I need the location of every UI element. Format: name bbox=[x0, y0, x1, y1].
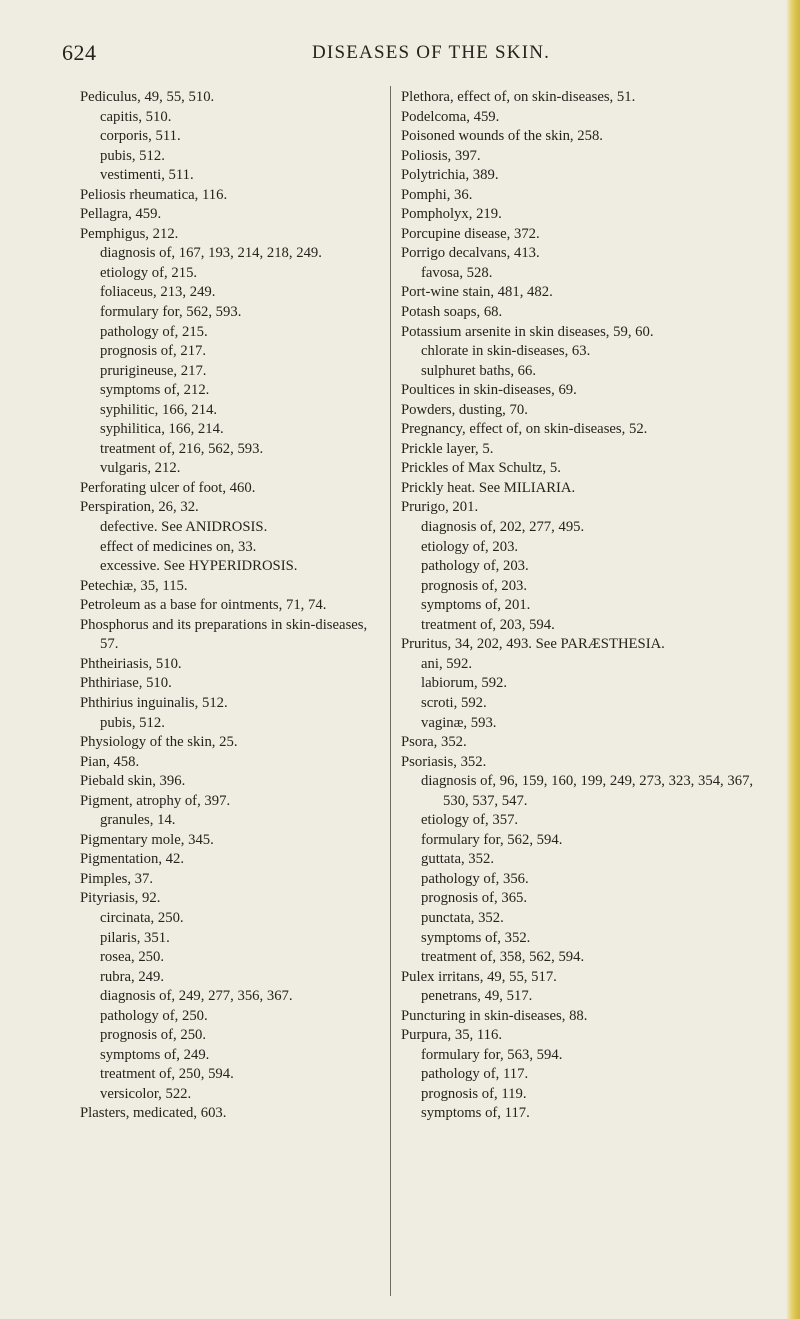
index-subentry: diagnosis of, 167, 193, 214, 218, 249. bbox=[100, 245, 322, 262]
index-entry: Pruritus, 34, 202, 493. See PARÆSTHESIA. bbox=[401, 636, 665, 653]
index-subentry: scroti, 592. bbox=[421, 694, 487, 711]
index-column-right bbox=[401, 88, 769, 1124]
index-subentry: sulphuret baths, 66. bbox=[421, 362, 537, 379]
index-entry: Prickles of Max Schultz, 5. bbox=[401, 460, 561, 477]
index-entry: Puncturing in skin-diseases, 88. bbox=[401, 1007, 588, 1024]
page-header bbox=[62, 40, 742, 70]
index-subentry: syphilitic, 166, 214. bbox=[100, 401, 218, 418]
index-subentry: favosa, 528. bbox=[421, 264, 493, 281]
index-entry: Poliosis, 397. bbox=[401, 147, 481, 164]
index-subentry: prognosis of, 203. bbox=[421, 577, 528, 594]
index-entry: Petroleum as a base for ointments, 71, 74. bbox=[80, 597, 327, 614]
index-subentry: rosea, 250. bbox=[100, 949, 165, 966]
index-subentry: etiology of, 215. bbox=[100, 264, 198, 281]
index-entry: Plethora, effect of, on skin-diseases, 51. bbox=[401, 89, 636, 105]
index-entry: Prurigo, 201. bbox=[401, 499, 479, 516]
index-subentry: diagnosis of, 96, 159, 160, 199, 249, 273, 323, 354, 367, 530, 537, 547. bbox=[421, 773, 754, 809]
index-subentry: versicolor, 522. bbox=[100, 1085, 192, 1102]
index-entry: Phosphorus and its preparations in skin-diseases, 57. bbox=[80, 616, 368, 653]
index-entry: Prickle layer, 5. bbox=[401, 440, 494, 457]
index-entry: Pulex irritans, 49, 55, 517. bbox=[401, 968, 557, 985]
index-subentry: symptoms of, 117. bbox=[421, 1105, 530, 1122]
index-subentry: treatment of, 216, 562, 593. bbox=[100, 440, 264, 457]
index-subentry: diagnosis of, 249, 277, 356, 367. bbox=[100, 988, 293, 1005]
index-entry: Podelcoma, 459. bbox=[401, 108, 500, 125]
index-subentry: corporis, 511. bbox=[100, 128, 181, 145]
index-entry: Pimples, 37. bbox=[80, 870, 154, 887]
index-entry: Phthirius inguinalis, 512. bbox=[80, 694, 228, 711]
index-subentry: labiorum, 592. bbox=[421, 675, 508, 692]
index-subentry: etiology of, 357. bbox=[421, 812, 519, 829]
index-subentry: effect of medicines on, 33. bbox=[100, 538, 257, 555]
index-subentry: circinata, 250. bbox=[100, 909, 184, 926]
index-subentry: formulary for, 563, 594. bbox=[421, 1046, 563, 1063]
index-entry: Phtheiriasis, 510. bbox=[80, 655, 182, 672]
index-entry: Phthiriase, 510. bbox=[80, 675, 172, 692]
index-entry: Pemphigus, 212. bbox=[80, 225, 179, 242]
index-subentry: symptoms of, 212. bbox=[100, 382, 210, 399]
column-divider bbox=[390, 86, 391, 1296]
index-subentry: rubra, 249. bbox=[100, 968, 165, 985]
index-entry: Perforating ulcer of foot, 460. bbox=[80, 479, 256, 496]
index-subentry: pilaris, 351. bbox=[100, 929, 170, 946]
index-subentry: pubis, 512. bbox=[100, 147, 165, 164]
index-subentry: pathology of, 203. bbox=[421, 558, 529, 575]
index-entry: Pompholyx, 219. bbox=[401, 206, 502, 223]
index-entry: Pigment, atrophy of, 397. bbox=[80, 792, 231, 809]
index-subentry: chlorate in skin-diseases, 63. bbox=[421, 343, 591, 360]
index-entry: Powders, dusting, 70. bbox=[401, 401, 528, 418]
index-entry: Piebald skin, 396. bbox=[80, 773, 186, 790]
index-subentry: foliaceus, 213, 249. bbox=[100, 284, 216, 301]
page-edge bbox=[786, 0, 800, 1319]
index-column-left bbox=[80, 88, 380, 1124]
index-subentry: punctata, 352. bbox=[421, 909, 504, 926]
index-subentry: pathology of, 117. bbox=[421, 1066, 529, 1083]
index-subentry: defective. See ANIDROSIS. bbox=[100, 519, 268, 536]
index-subentry: vestimenti, 511. bbox=[100, 167, 194, 184]
index-subentry: vulgaris, 212. bbox=[100, 460, 181, 477]
index-entry: Pregnancy, effect of, on skin-diseases, 52. bbox=[401, 421, 648, 438]
index-subentry: treatment of, 358, 562, 594. bbox=[421, 949, 585, 966]
index-entry: Pigmentation, 42. bbox=[80, 851, 185, 868]
index-subentry: excessive. See HYPERIDROSIS. bbox=[100, 558, 298, 575]
index-subentry: vaginæ, 593. bbox=[421, 714, 497, 731]
index-subentry: treatment of, 250, 594. bbox=[100, 1066, 234, 1083]
index-subentry: etiology of, 203. bbox=[421, 538, 519, 555]
index-entry: Pian, 458. bbox=[80, 753, 140, 770]
index-entry: Pigmentary mole, 345. bbox=[80, 831, 214, 848]
index-subentry: treatment of, 203, 594. bbox=[421, 616, 555, 633]
index-subentry: symptoms of, 201. bbox=[421, 597, 531, 614]
index-entry: Porrigo decalvans, 413. bbox=[401, 245, 540, 262]
index-entry: Pellagra, 459. bbox=[80, 206, 162, 223]
index-entry: Port-wine stain, 481, 482. bbox=[401, 284, 553, 301]
index-entry: Physiology of the skin, 25. bbox=[80, 734, 238, 751]
index-entry: Porcupine disease, 372. bbox=[401, 225, 540, 242]
index-subentry: prognosis of, 217. bbox=[100, 343, 207, 360]
index-entry: Psora, 352. bbox=[401, 734, 467, 751]
index-subentry: ani, 592. bbox=[421, 655, 472, 672]
index-subentry: prognosis of, 365. bbox=[421, 890, 528, 907]
index-subentry: diagnosis of, 202, 277, 495. bbox=[421, 519, 585, 536]
index-entry: Potash soaps, 68. bbox=[401, 304, 503, 321]
index-entry: Perspiration, 26, 32. bbox=[80, 499, 199, 516]
index-subentry: capitis, 510. bbox=[100, 108, 172, 125]
running-head: DISEASES OF THE SKIN. bbox=[312, 42, 551, 63]
index-subentry: pathology of, 215. bbox=[100, 323, 208, 340]
index-entry: Peliosis rheumatica, 116. bbox=[80, 186, 228, 203]
index-entry: Purpura, 35, 116. bbox=[401, 1027, 503, 1044]
index-entry: Potassium arsenite in skin diseases, 59, 60. bbox=[401, 323, 654, 340]
index-entry: Plasters, medicated, 603. bbox=[80, 1105, 227, 1122]
index-subentry: pubis, 512. bbox=[100, 714, 165, 731]
index-subentry: prognosis of, 250. bbox=[100, 1027, 207, 1044]
page-number: 624 bbox=[62, 40, 97, 65]
index-entry: Pityriasis, 92. bbox=[80, 890, 161, 907]
index-subentry: prurigineuse, 217. bbox=[100, 362, 207, 379]
index-subentry: guttata, 352. bbox=[421, 851, 495, 868]
index-entry: Poultices in skin-diseases, 69. bbox=[401, 382, 577, 399]
index-entry: Poisoned wounds of the skin, 258. bbox=[401, 128, 603, 145]
index-subentry: penetrans, 49, 517. bbox=[421, 988, 533, 1005]
index-entry: Petechiæ, 35, 115. bbox=[80, 577, 188, 594]
index-entry: Psoriasis, 352. bbox=[401, 753, 487, 770]
index-entry: Pomphi, 36. bbox=[401, 186, 473, 203]
index-subentry: syphilitica, 166, 214. bbox=[100, 421, 224, 438]
index-subentry: pathology of, 250. bbox=[100, 1007, 208, 1024]
index-subentry: pathology of, 356. bbox=[421, 870, 529, 887]
index-subentry: formulary for, 562, 593. bbox=[100, 304, 242, 321]
index-entry: Pediculus, 49, 55, 510. bbox=[80, 89, 215, 105]
index-subentry: prognosis of, 119. bbox=[421, 1085, 527, 1102]
index-subentry: symptoms of, 249. bbox=[100, 1046, 210, 1063]
index-entry: Polytrichia, 389. bbox=[401, 167, 499, 184]
index-subentry: granules, 14. bbox=[100, 812, 176, 829]
index-entry: Prickly heat. See MILIARIA. bbox=[401, 479, 576, 496]
index-subentry: symptoms of, 352. bbox=[421, 929, 531, 946]
index-subentry: formulary for, 562, 594. bbox=[421, 831, 563, 848]
